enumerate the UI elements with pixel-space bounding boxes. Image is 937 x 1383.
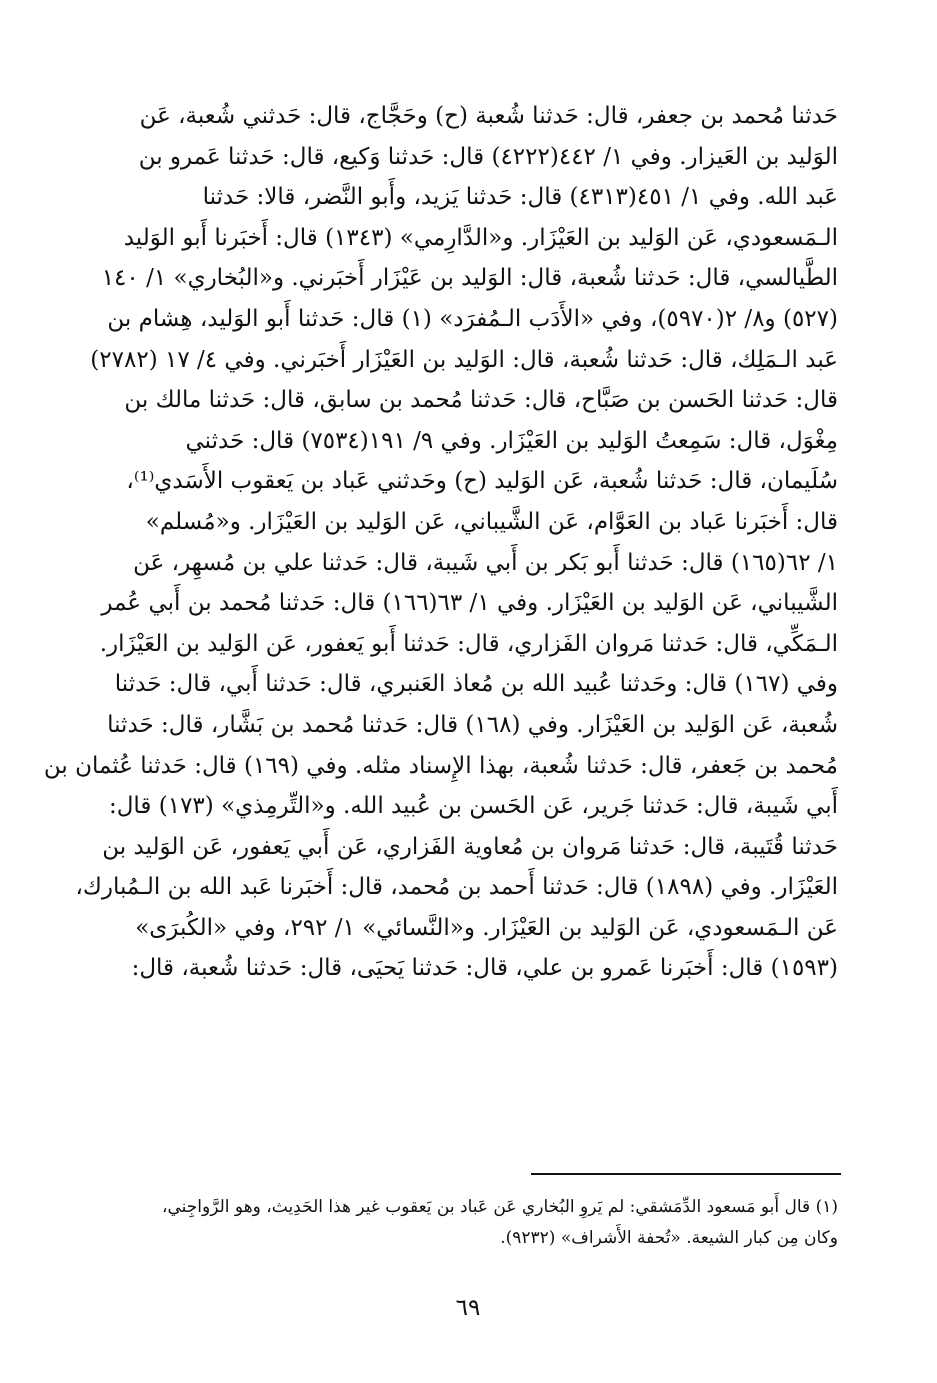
text-line: الوَليد بن العَيزار. وفي ١/ ٤٤٢(٤٢٢٢) قال: حَدثنا وَكيع، قال: حَدثنا عَمرو بن: [138, 143, 838, 170]
text-line: قال: حَدثنا الحَسن بن صَبَّاح، قال: حَدثنا مُحمد بن سابق، قال: حَدثنا مالك بن: [124, 387, 838, 414]
main-text-block: [43, 96, 838, 989]
text-line: شُعبة، عَن الوَليد بن العَيْزَار. وفي (١٦٨) قال: حَدثنا مُحمد بن بَشَّار، قال: حَدثنا: [107, 711, 838, 738]
text-line: عَبد الله. وفي ١/ ٤٥١(٤٣١٣) قال: حَدثنا يَزيد، وأَبو النَّضر، قالا: حَدثنا: [202, 184, 838, 211]
text-line: الـمَكِّي، قال: حَدثنا مَروان الفَزاري، قال: حَدثنا أَبو يَعفور، عَن الوَليد بن العَيْزَار.: [99, 630, 838, 657]
text-line: أَبي شَيبة، قال: حَدثنا جَرير، عَن الحَسن بن عُبيد الله. و«التِّرمِذي» (١٧٣) قال:: [108, 793, 838, 820]
footnote-separator: [531, 1173, 841, 1175]
text-line: مُحمد بن جَعفر، قال: حَدثنا شُعبة، بهذا الإِسناد مثله. وفي (١٦٩) قال: حَدثنا عُثمان بن: [43, 752, 838, 779]
text-line: حَدثنا قُتَيبة، قال: حَدثنا مَروان بن مُعاوية الفَزاري، عَن أَبي يَعفور، عَن الوَليد بن: [102, 833, 838, 860]
text-line: (١٥٩٣) قال: أَخبَرنا عَمرو بن علي، قال: حَدثنا يَحيَى، قال: حَدثنا شُعبة، قال:: [131, 955, 838, 982]
text-line: عَن الـمَسعودي، عَن الوَليد بن العَيْزَار. و«النَّسائي» ١/ ٢٩٢، وفي «الكُبرَى»: [135, 914, 838, 941]
footnote-line: (١) قال أَبو مَسعود الدِّمَشقي: لم يَروِ البُخاري عَن عَباد بن يَعقوب غير هذا الحَدِيث، وهو الرَّواجِني،: [162, 1197, 838, 1217]
text-line: ١/ ٦٢(١٦٥) قال: حَدثنا أَبو بَكر بن أَبي شَيبة، قال: حَدثنا علي بن مُسهِر، عَن: [133, 549, 838, 576]
text-line: قال: أَخبَرنا عَباد بن العَوَّام، عَن الشَّيباني، عَن الوَليد بن العَيْزَار. و«مُسلم»: [145, 508, 838, 535]
text-line: حَدثنا مُحمد بن جعفر، قال: حَدثنا شُعبة (ح) وحَجَّاج، قال: حَدثني شُعبة، عَن: [139, 103, 838, 129]
footnote-line: وكان مِن كبار الشيعة. «تُحفة الأَشراف» (٩٢٣٢).: [500, 1228, 838, 1248]
text-line: الطَّيالسي، قال: حَدثنا شُعبة، قال: الوَليد بن عَيْزَار أَخبَرني. و«البُخاري» ١/ ١٤٠: [101, 265, 838, 292]
footnotes-block: [108, 1192, 838, 1254]
text-line: العَيْزَار. وفي (١٨٩٨) قال: حَدثنا أَحمد بن مُحمد، قال: أَخبَرنا عَبد الله بن الـمُبارك،: [75, 874, 838, 901]
text-line: سُلَيمان، قال: حَدثنا شُعبة، عَن الوَليد (ح) وحَدثني عَباد بن يَعقوب الأَسَدي⁽¹⁾،: [126, 468, 838, 495]
text-line: عَبد الـمَلِك، قال: حَدثنا شُعبة، قال: الوَليد بن العَيْزَار أَخبَرني. وفي ٤/ ١٧ (٢٧٨٢): [90, 346, 838, 373]
text-line: مِغْوَل، قال: سَمِعتُ الوَليد بن العَيْزَار. وفي ٩/ ١٩١(٧٥٣٤) قال: حَدثني: [185, 427, 838, 454]
page-number: ٦٩: [455, 1295, 481, 1321]
text-line: الـمَسعودي، عَن الوَليد بن العَيْزَار. و«الدَّارِمي» (١٣٤٣) قال: أَخبَرنا أَبو الوَليد: [123, 224, 838, 251]
text-line: وفي (١٦٧) قال: وحَدثنا عُبيد الله بن مُعاذ العَنبري، قال: حَدثنا أَبي، قال: حَدثنا: [114, 671, 838, 698]
text-line: (٥٢٧) و٨/ ٢(٥٩٧٠)، وفي «الأَدَب الـمُفرَد» (١) قال: حَدثنا أَبو الوَليد، هِشام بن: [107, 305, 838, 332]
text-line: الشَّيباني، عَن الوَليد بن العَيْزَار. وفي ١/ ٦٣(١٦٦) قال: حَدثنا مُحمد بن أَبي عُمر: [101, 590, 838, 617]
